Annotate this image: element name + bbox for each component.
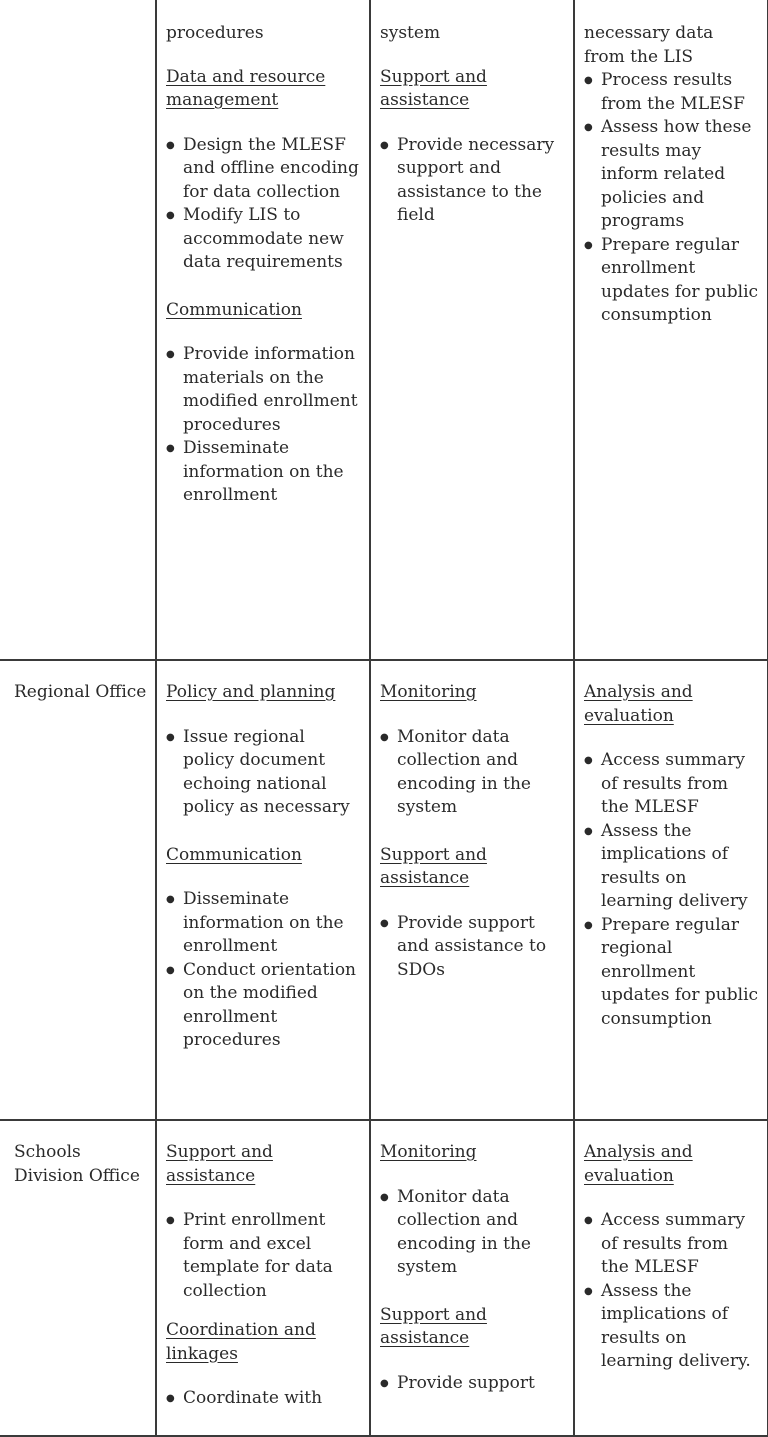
list-item: ● Access summary of results from the MLESF [584, 749, 759, 820]
list-item: ● Disseminate information on the enrollment [166, 888, 361, 959]
bullet-list [380, 726, 565, 820]
section-heading: Support and assistance [380, 844, 487, 888]
unit-cell [0, 0, 156, 660]
column-cell [574, 1120, 768, 1436]
column-cell [156, 1120, 370, 1436]
continued-text: system [380, 23, 441, 43]
unit-cell [0, 660, 156, 1120]
bullet-list [166, 888, 361, 1053]
column-cell [370, 660, 574, 1120]
bullet-list [584, 69, 759, 328]
unit-label: Regional Office [14, 682, 147, 702]
section-heading: Analysis and evaluation [584, 682, 693, 726]
list-item: ● Process results from the MLESF [584, 69, 759, 116]
bullet-list [166, 1209, 361, 1303]
section-heading: Policy and planning [166, 682, 336, 702]
list-item: ● Provide support [380, 1372, 565, 1396]
unit-label: Schools Division Office [14, 1142, 140, 1186]
section-heading: Data and resource management [166, 66, 326, 110]
column-cell [574, 660, 768, 1120]
column-cell [370, 0, 574, 660]
list-item: ● Monitor data collection and encoding in the system [380, 726, 565, 820]
table-row [0, 1120, 768, 1436]
bullet-list [380, 134, 565, 228]
bullet-list [380, 1186, 565, 1280]
list-item: ● Design the MLESF and offline encoding for data collection [166, 134, 361, 205]
list-item: ● Assess the implications of results on learning delivery. [584, 1280, 759, 1374]
column-cell [156, 660, 370, 1120]
list-item: ● Assess how these results may inform related policies and programs [584, 116, 759, 234]
bullet-list [584, 1209, 759, 1374]
list-item: ● Print enrollment form and excel template for data collection [166, 1209, 361, 1303]
bullet-list [166, 726, 361, 820]
list-item: ● Disseminate information on the enrollment [166, 437, 361, 508]
bullet-list [380, 1372, 565, 1396]
list-item: ● Access summary of results from the MLESF [584, 1209, 759, 1280]
bullet-list [166, 343, 361, 508]
list-item: ● Issue regional policy document echoing national policy as necessary [166, 726, 361, 820]
bullet-list [380, 912, 565, 983]
section-heading: Coordination and linkages [166, 1320, 316, 1364]
list-item: ● Provide information materials on the modified enrollment procedures [166, 343, 361, 437]
list-item: ● Assess the implications of results on learning delivery [584, 820, 759, 914]
list-item: ● Conduct orientation on the modified enrollment procedures [166, 959, 361, 1053]
unit-cell [0, 1120, 156, 1436]
continued-text: necessary data from the LIS [584, 23, 714, 67]
list-item: ● Prepare regular enrollment updates for public consumption [584, 234, 759, 328]
list-item: ● Monitor data collection and encoding in the system [380, 1186, 565, 1280]
section-heading: Support and assistance [166, 1142, 273, 1186]
bullet-list [584, 749, 759, 1031]
bullet-list [166, 1387, 361, 1411]
continued-text: procedures [166, 23, 264, 43]
column-cell [370, 1120, 574, 1436]
column-cell [574, 0, 768, 660]
list-item: ● Provide support and assistance to SDOs [380, 912, 565, 983]
section-heading: Analysis and evaluation [584, 1142, 693, 1186]
table-row [0, 660, 768, 1120]
section-heading: Support and assistance [380, 66, 487, 110]
list-item: ● Coordinate with [166, 1387, 361, 1411]
section-heading: Monitoring [380, 682, 477, 702]
column-cell [156, 0, 370, 660]
section-heading: Monitoring [380, 1142, 477, 1162]
bullet-list [166, 134, 361, 275]
section-heading: Support and assistance [380, 1304, 487, 1348]
list-item: ● Modify LIS to accommodate new data requirements [166, 204, 361, 275]
section-heading: Communication [166, 844, 302, 865]
section-heading: Communication [166, 299, 302, 320]
list-item: ● Prepare regular regional enrollment updates for public consumption [584, 914, 759, 1032]
table-row [0, 0, 768, 660]
list-item: ● Provide necessary support and assistance to the field [380, 134, 565, 228]
